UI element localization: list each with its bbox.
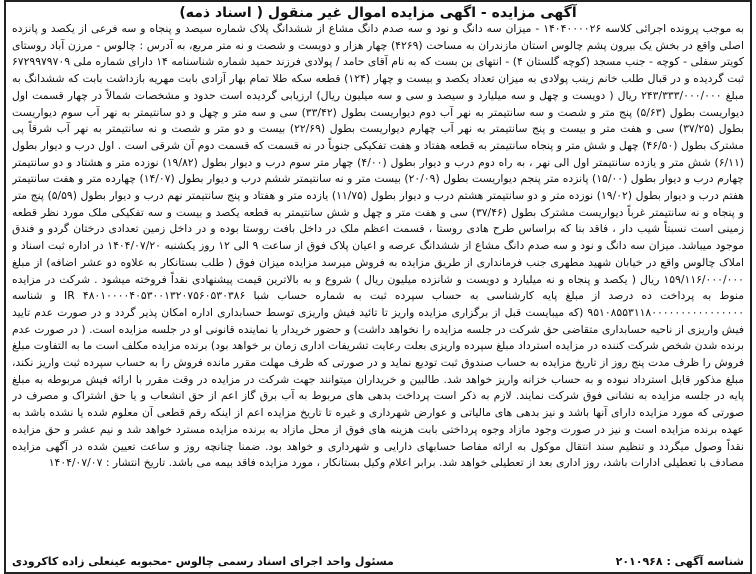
notice-page: [4, 0, 752, 574]
notice-id: [616, 553, 744, 570]
notice-id-label: شناسه آگهی :: [666, 555, 744, 568]
signatory: مسئول واحد اجرای اسناد رسمی چالوس -محبوبه عینعلی زاده کاکرودی: [12, 555, 394, 568]
notice-body: به موجب پرونده اجرائی کلاسه ۱۴۰۴۰۰۰۰۲۶ - میزان سه دانگ و نود و سه صدم دانگ مشاع از ششدانگ پلاک شماره سیصد و پنجاه و سه فرعی از یکصد و پانزده اصلی واقع در بخش یک بیرون پشم چالوس استان مازندران به مساحت (۴۲۶۹) چهار هزار و دویست و شصت و نه متر مربع، به آدرس : چالوس - مرزن آباد روستای کویتر سفلی - کوچه - جنب مسجد (کوچه گلستان ۴) - انتهای بن بست که به نام آقای حامد / پولادی فرزند حمید شماره شناسنامه ۱۴ دارای شماره ملی ۶۷۲۹۹۷۹۷۰۹ ثبت گردیده و در قبال طلب خانم زینب پولادی به میزان تعداد یکصد و بیست و چهار (۱۲۴) قطعه سکه طلا تمام بهار آزادی بابت مهریه بازداشت بابت که ششدانگ به مبلغ ۲۴۳/۳۳۳/۰۰۰/۰۰۰ ریال ( دویست و چهل و سه میلیارد و سیصد و سی و سه میلیون ریال) ارزیابی گردیده است حدود و مشخصات شمالاً در چهار قسمت اول دیواریست بطول (۵/۶۳) پنج متر و شصت و سه سانتیمتر به نهر آب دوم دیواریست بطول (۳۳/۴۲) سی و سه متر و چهل و دو سانتیمتر به نهر آب سوم دیواریست بطول (۳۷/۲۵) سی و هفت متر و بیست و پنج سانتیمتر به نهر آب چهارم دیواریست بطول (۲۲/۶۹) بیست و دو متر و شصت و نه سانتیمتر به نهر آب شرقاً پی مشترک بطول (۴۶/۵۰) چهل و شش متر و پنجاه سانتیمتر به قطعه هفتاد و هفت تفکیکی جنوباً در نه قسمت که قسمت دوم آن شرقی است . اول درب و دیوار بطول (۶/۱۱) شش متر و یازده سانتیمتر اول الی نهر ، به راه دوم درب و دیوار بطول (۴/۰۰) چهار متر سوم درب و دیوار بطول (۱۹/۸۲) نوزده متر و هشتاد و دو سانتیمتر چهارم درب و دیوار بطول (۱۵/۰۰) پانزده متر پنجم دیواریست بطول (۲۰/۰۹) بیست متر و نه سانتیمتر ششم درب و دیوار بطول (۱۴/۰۷) چهارده متر و هفت سانتیمتر هفتم درب و دیوار بطول (۱۹/۰۲) نوزده متر و دو سانتیمتر هشتم درب و دیوار بطول (۱۱/۷۵) یازده متر و هفتاد و پنج سانتیمتر نهم درب و دیوار بطول (۵/۵۹) پنج متر و پنجاه و نه سانتیمتر غرباً دیواریست مشترک بطول (۳۷/۴۶) سی و هفت متر و چهل و شش سانتیمتر به قطعه یکصد و بیست و سه تفکیکی ملک مورد نظر قطعه زمینی است نسبتاً شیب دار ، فاقد بنا که براساس طرح هادی روستا ، قسمت اعظم ملک در داخل بافت روستا بوده و در داخل زمین تعدادی درختان گردو و فندق موجود میباشد. میزان سه دانگ و نود و سه صدم دانگ مشاع از ششدانگ عرصه و اعیان پلاک فوق از ساعت ۹ الی ۱۲ روز یکشنبه ۱۴۰۴/۰۷/۲۰ در اداره ثبت اسناد و املاک چالوس واقع در خیابان شهید مطهری جنب فرمانداری از طریق مزایده به فروش میرسد مزایده میزان فوق ( طلب بستانکار به علاوه دو عشر اضافه) از مبلغ ۱۵۹/۱۱۶/۰۰۰/۰۰۰ ریال ( یکصد و پنجاه و نه میلیارد و دویست و شانزده میلیون ریال ) شروع و به بالاترین قیمت پیشنهادی نقداً فروخته میشود . شرکت در مزایده منوط به پرداخت ده درصد از مبلغ پایه کارشناسی به حساب سپرده ثبت به شماره حساب شبا IR ۴۸۰۱۰۰۰۰۴۰۵۳۰۰۱۳۲۰۷۵۶۰۵۳۰۳۸۶ و شناسه ۹۵۱۰۸۵۵۳۱۱۸۰۰۰۰۰۰۰۰۰۰۰۰۰۰۰۰ (که میبایست قبل از برگزاری مزایده واریز تا تائید فیش واریزی توسط حسابداری اداره امکان پذیر گردد و در صورت عدم تایید فیش واریزی از ناحیه حسابداری متقاضی حق شرکت در جلسه مزایده را نخواهد داشت) و حضور خریدار یا نماینده قانونی او در جلسه مزایده است. ( در صورت عدم برنده شدن شخص شرکت کننده در مزایده استرداد مبلغ سپرده واریزی بعلت رعایت تشریفات اداری زمان بر خواهد بود) برنده مزایده مکلف است ما به التفاوت مبلغ فروش را ظرف مدت پنج روز از تاریخ مزایده به حساب صندوق ثبت تودیع نماید و در صورتی که ظرف مهلت مقرر مانده فروش را به حساب سپرده ثبت واریز نکند، مبلغ مذکور قابل استرداد نبوده و به حساب خزانه واریز خواهد شد. طالبین و خریداران میتوانند جهت شرکت در مزایده در وقت مقرر با ارائه فیش مربوطه به مبلغ پایه در جلسه مزایده به نشانی فوق شرکت نمایند. لازم به ذکر است پرداخت بدهی های مربوط به آب برق گاز اعم از حق انشعاب و یا حق اشتراک و مصرف در صورتی که مورد مزایده دارای آنها باشد و نیز بدهی های مالیاتی و عوارض شهرداری و غیره تا تاریخ مزایده اعم از اینکه رقم قطعی آن معلوم شده یا نشده باشد به عهده برنده مزایده است و نیز در صورت وجود مازاد وجوه پرداختی بابت هزینه های فوق از محل مازاد به برنده مزایده مسترد خواهد شد و نیم عشر و حق مزایده نقداً وصول میگردد و تنظیم سند انتقال موکول به ارائه مفاصا حسابهای دارایی و شهرداری و خواهد بود. ضمنا چنانچه روز و ساعت تعیین شده در آگهی مزایده مصادف با تعطیلی ادارات باشد، روز اداری بعد از تعطیلی خواهد شد. برابر اعلام وکیل بستانکار ، مورد مزایده فاقد بیمه می باشد. تاریخ انتشار : ۱۴۰۴/۰۷/۰۷: [12, 22, 744, 470]
notice-id-value: ۲۰۱۰۹۶۸: [615, 555, 663, 568]
notice-title: آگهی مزایده - اگهی مزایده اموال غیر منقول ( اسناد ذمه): [179, 5, 577, 21]
notice-footer: [12, 553, 744, 570]
